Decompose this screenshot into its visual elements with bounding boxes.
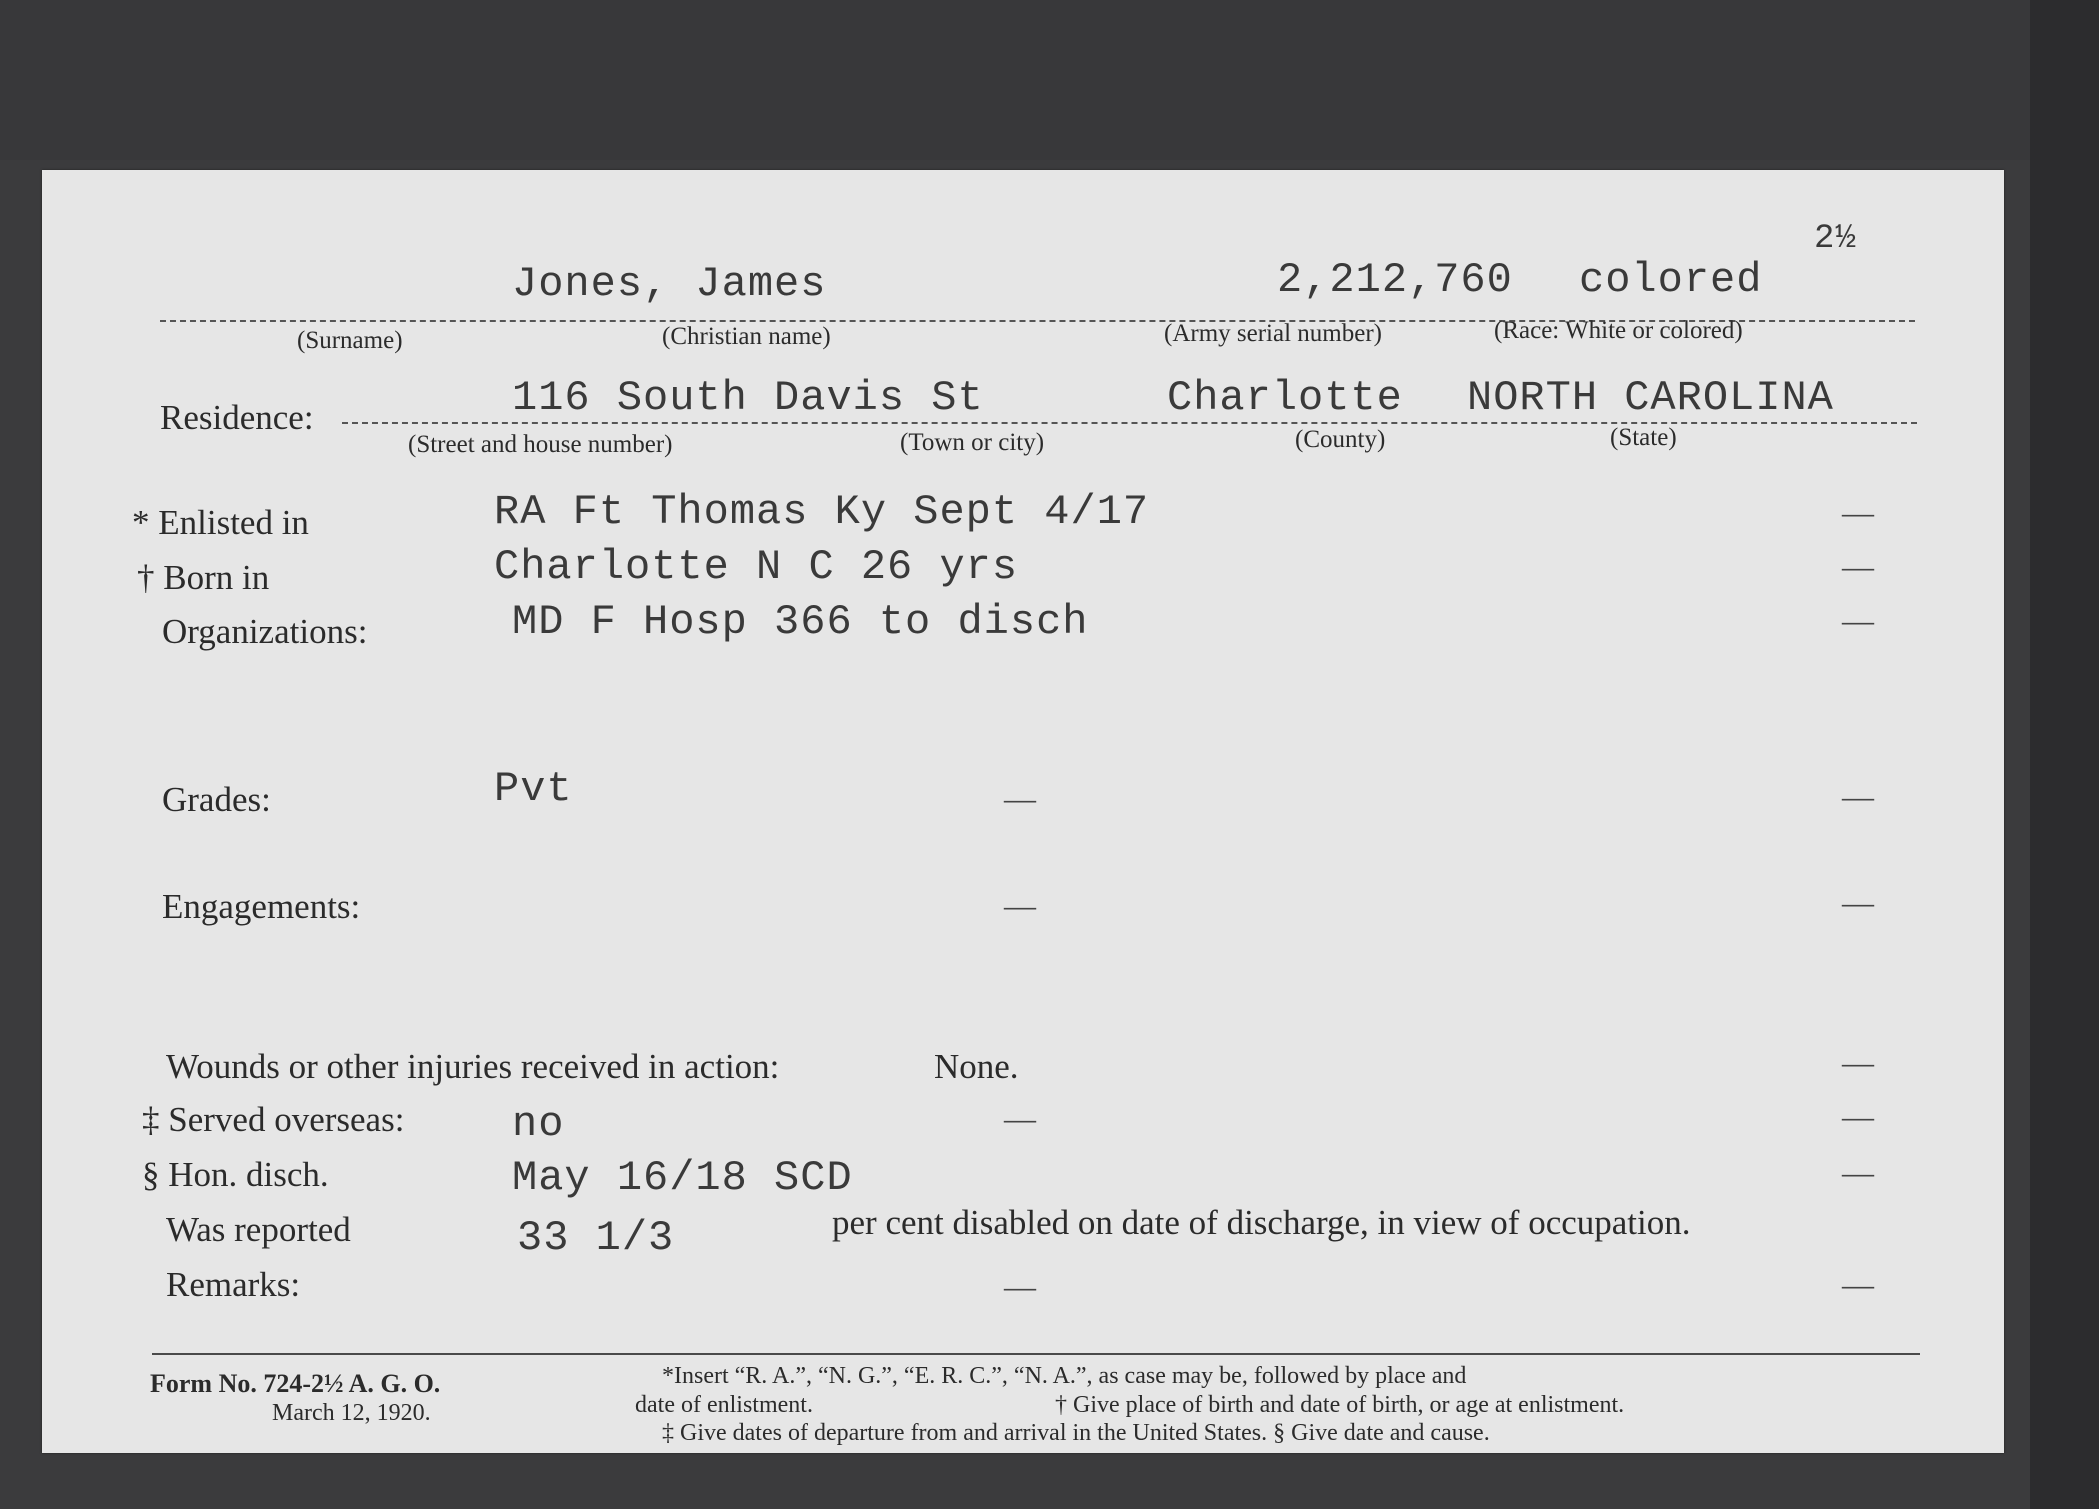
enlisted-label: * Enlisted in (132, 503, 309, 542)
caption-state: (State) (1610, 424, 1677, 451)
residence-label: Residence: (160, 398, 314, 437)
born-label: † Born in (137, 558, 270, 597)
was-reported-value: 33 1/3 (517, 1214, 675, 1262)
grades-value: Pvt (494, 765, 573, 813)
served-overseas-value: no (512, 1100, 565, 1148)
grades-label: Grades: (162, 780, 271, 819)
caption-street: (Street and house number) (408, 431, 673, 458)
caption-christian-name: (Christian name) (662, 323, 831, 350)
served-overseas-label: ‡ Served overseas: (142, 1100, 405, 1139)
remarks-dash: — (1842, 1266, 1874, 1302)
was-reported-suffix: per cent disabled on date of discharge, in view of occupation. (832, 1203, 1691, 1242)
was-reported-label: Was reported (166, 1210, 351, 1249)
wounds-label: Wounds or other injuries received in action: (166, 1047, 780, 1086)
residence-rule (342, 422, 1917, 424)
served-overseas-dash: — (1842, 1098, 1874, 1134)
background-top (0, 0, 2099, 160)
organizations-dash: — (1842, 602, 1874, 638)
hon-disch-label: § Hon. disch. (142, 1155, 329, 1194)
grades-mid-dash: — (1004, 780, 1036, 816)
form-number: Form No. 724-2½ A. G. O. (150, 1369, 441, 1398)
race-value: colored (1579, 256, 1763, 304)
footnote-birth: † Give place of birth and date of birth, or age at enlistment. (1055, 1392, 1625, 1418)
soldier-name: Jones, James (512, 260, 827, 308)
engagements-label: Engagements: (162, 887, 361, 926)
card-fraction: 2½ (1814, 220, 1857, 258)
born-dash: — (1842, 548, 1874, 584)
wounds-dash: — (1842, 1044, 1874, 1080)
service-record-card (42, 170, 2004, 1453)
hon-disch-dash: — (1842, 1154, 1874, 1190)
engagements-dash: — (1842, 884, 1874, 920)
remarks-label: Remarks: (166, 1265, 301, 1304)
enlisted-dash: — (1842, 494, 1874, 530)
residence-city: Charlotte (1167, 374, 1403, 422)
footnote-overseas-and-cause: ‡ Give dates of departure from and arrival in the United States. § Give date and cause. (662, 1420, 1490, 1446)
enlisted-value: RA Ft Thomas Ky Sept 4/17 (494, 488, 1150, 536)
caption-serial-number: (Army serial number) (1164, 320, 1382, 347)
wounds-value: None. (934, 1047, 1019, 1086)
residence-state: NORTH CAROLINA (1467, 374, 1834, 422)
footnote-insert: *Insert “R. A.”, “N. G.”, “E. R. C.”, “N. A.”, as case may be, followed by place and (662, 1363, 1467, 1389)
caption-town: (Town or city) (900, 429, 1045, 456)
born-value: Charlotte N C 26 yrs (494, 543, 1019, 591)
caption-race: (Race: White or colored) (1494, 317, 1743, 344)
organizations-label: Organizations: (162, 612, 368, 651)
footnote-date-of-enlistment: date of enlistment. (635, 1392, 813, 1418)
caption-surname: (Surname) (297, 327, 403, 354)
footer-rule (152, 1353, 1920, 1355)
remarks-mid-dash: — (1004, 1268, 1036, 1304)
caption-county: (County) (1295, 426, 1386, 453)
residence-street: 116 South Davis St (512, 374, 984, 422)
served-overseas-mid-dash: — (1004, 1100, 1036, 1136)
background-right (2030, 0, 2099, 1509)
form-date: March 12, 1920. (272, 1400, 431, 1426)
grades-dash: — (1842, 778, 1874, 814)
organizations-value: MD F Hosp 366 to disch (512, 598, 1089, 646)
engagements-mid-dash: — (1004, 887, 1036, 923)
army-serial-number: 2,212,760 (1277, 256, 1513, 304)
hon-disch-value: May 16/18 SCD (512, 1154, 853, 1202)
